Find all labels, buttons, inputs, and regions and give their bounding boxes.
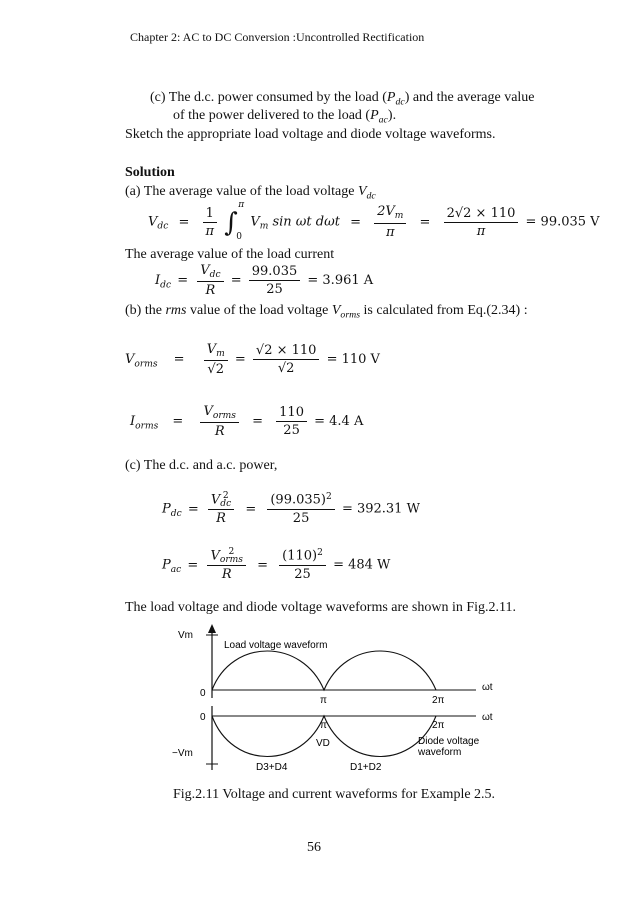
result: = 484 W — [333, 557, 391, 573]
denominator: R — [216, 511, 226, 527]
symbol: V — [331, 303, 341, 318]
equals: = — [252, 414, 264, 430]
denominator: R — [205, 283, 216, 299]
idc-equation — [155, 263, 373, 298]
numerator — [207, 548, 246, 566]
num-sub: orms — [219, 555, 243, 566]
lhs-sub: ac — [170, 564, 182, 575]
lhs: V — [148, 214, 158, 230]
num-sup: 2 — [317, 548, 323, 559]
num-sub: m — [216, 349, 225, 360]
denominator: π — [385, 224, 395, 240]
equals: = — [245, 501, 257, 517]
figure-caption: Fig.2.11 Voltage and current waveforms for Example 2.5. — [173, 787, 496, 802]
lhs-sub: dc — [160, 280, 172, 291]
load-waveform-title: Load voltage waveform — [224, 640, 328, 651]
equals: = — [178, 214, 190, 230]
subscript: orms — [340, 309, 361, 321]
text: ). — [387, 108, 397, 123]
lhs: I — [130, 414, 136, 430]
load-current-label: The average value of the load current — [125, 247, 335, 262]
numerator: √2 × 110 — [253, 343, 320, 360]
lhs-sub: orms — [134, 359, 158, 370]
integrand: V — [250, 214, 260, 230]
subscript: dc — [395, 96, 405, 108]
numerator — [279, 548, 326, 566]
solution-heading: Solution — [125, 165, 175, 180]
numerator: 1 — [203, 206, 218, 223]
fraction — [253, 343, 320, 376]
upper-limit: π — [238, 200, 245, 210]
text: value of the load voltage — [186, 303, 332, 318]
lower-limit: 0 — [236, 232, 242, 242]
vm-label: Vm — [178, 630, 193, 641]
subscript: ac — [378, 114, 388, 126]
equals: = — [234, 352, 246, 368]
lhs: I — [155, 273, 161, 289]
text: is calculated from Eq.(2.34) : — [360, 303, 528, 318]
fraction — [197, 263, 223, 298]
num-sub: dc — [209, 270, 221, 281]
top-axis-arrow — [208, 624, 216, 633]
equals: = — [172, 414, 184, 430]
denominator: π — [476, 223, 486, 239]
problem-part-c-line2 — [173, 108, 396, 125]
equals: = — [187, 557, 199, 573]
num-text: V — [210, 492, 221, 508]
pac-equation — [162, 548, 390, 582]
waveform-figure — [164, 620, 524, 778]
vd-label: VD — [316, 738, 330, 749]
pi-top-label: π — [320, 695, 327, 706]
text: ) and the average value — [404, 90, 535, 105]
diode-waveform-title-2: waveform — [418, 747, 462, 758]
denominator: √2 — [277, 361, 295, 377]
fraction — [203, 206, 218, 239]
lhs: P — [162, 557, 171, 573]
part-b-label — [125, 303, 528, 320]
fraction — [207, 548, 246, 582]
d1-d2-label: D1+D2 — [350, 762, 382, 773]
rms-word: rms — [165, 303, 187, 318]
symbol: P — [370, 108, 379, 123]
lhs: P — [162, 501, 171, 517]
result: = 3.961 A — [307, 273, 374, 289]
part-c-label: (c) The d.c. and a.c. power, — [125, 458, 278, 473]
equals: = — [350, 214, 361, 230]
subscript: dc — [366, 190, 376, 202]
integrand-rest: sin ωt dωt — [268, 214, 340, 230]
equals: = — [419, 214, 431, 230]
num-sup: 2 — [326, 492, 332, 503]
page-number: 56 — [307, 840, 321, 855]
fraction — [267, 492, 334, 526]
running-header: Chapter 2: AC to DC Conversion :Uncontrolled Rectification — [130, 30, 425, 44]
num-sub: dc — [220, 499, 232, 510]
numerator — [197, 263, 223, 282]
numerator — [267, 492, 334, 510]
lhs: V — [125, 352, 135, 368]
omega-t-bottom-label: ωt — [482, 712, 493, 723]
num-sup: 2 — [228, 547, 235, 557]
text: (b) the — [125, 303, 166, 318]
problem-sketch-instruction: Sketch the appropriate load voltage and diode voltage waveforms. — [125, 127, 496, 142]
denominator: √2 — [207, 362, 224, 378]
result: = 392.31 W — [341, 501, 420, 517]
numerator: 110 — [276, 405, 307, 422]
fraction — [208, 492, 234, 526]
numerator — [204, 342, 228, 361]
integrand-sub: m — [259, 221, 269, 232]
num-sub: orms — [212, 411, 236, 422]
result: = 99.035 V — [525, 214, 600, 230]
two-pi-top-label: 2π — [432, 695, 445, 706]
numerator — [200, 404, 239, 423]
num-sub: m — [394, 211, 404, 222]
num-text: V — [206, 342, 217, 357]
lhs-sub: dc — [170, 508, 182, 519]
num-text: 2V — [377, 204, 395, 220]
num-sup: 2 — [222, 491, 229, 501]
denominator: 25 — [294, 566, 311, 582]
fraction — [200, 404, 239, 439]
fraction — [249, 264, 301, 297]
result: = 110 V — [326, 352, 380, 368]
numerator — [208, 492, 234, 510]
neg-vm-label: −Vm — [172, 748, 193, 759]
denominator: π — [205, 223, 215, 239]
numerator: 99.035 — [249, 264, 301, 281]
pdc-equation — [162, 492, 420, 526]
symbol: V — [357, 184, 367, 199]
fraction — [279, 548, 326, 582]
denominator: R — [221, 567, 232, 583]
equals: = — [173, 352, 185, 368]
denominator: 25 — [292, 510, 310, 526]
equals: = — [230, 273, 242, 289]
pi-bottom-label: π — [320, 720, 327, 731]
num-text: V — [210, 548, 220, 564]
zero-bottom-label: 0 — [200, 712, 206, 723]
fraction — [374, 204, 406, 239]
equals: = — [187, 501, 199, 517]
symbol: P — [386, 90, 396, 105]
text: (a) The average value of the load voltage — [125, 184, 358, 199]
diode-waveform-title-1: Diode voltage — [418, 736, 480, 747]
numerator — [374, 204, 406, 223]
d3-d4-label: D3+D4 — [256, 762, 288, 773]
num-text: V — [200, 263, 210, 278]
vorms-equation — [125, 342, 380, 377]
zero-top-label: 0 — [200, 688, 206, 699]
integral-sign: ∫ π 0 — [224, 200, 245, 242]
num-text: V — [203, 404, 213, 419]
equals: = — [257, 557, 269, 573]
lhs-sub: dc — [157, 221, 169, 232]
iorms-equation — [130, 404, 363, 439]
problem-part-c-line1 — [150, 90, 535, 107]
fraction — [204, 342, 228, 377]
vdc-equation — [148, 202, 600, 242]
lhs-sub: orms — [135, 421, 159, 432]
fraction — [444, 206, 519, 239]
num-text: (110) — [282, 548, 318, 564]
numerator: 2√2 × 110 — [444, 206, 519, 223]
text: of the power delivered to the load ( — [173, 108, 371, 123]
text: (c) The d.c. power consumed by the load ( — [150, 90, 387, 105]
equals: = — [177, 273, 189, 289]
denominator: R — [214, 424, 225, 440]
result: = 4.4 A — [314, 414, 364, 430]
load-voltage-waveform-rectified — [212, 651, 436, 690]
two-pi-bottom-label: 2π — [432, 720, 445, 731]
fraction — [276, 405, 307, 438]
waveform-note: The load voltage and diode voltage waveforms are shown in Fig.2.11. — [125, 600, 516, 615]
omega-t-top-label: ωt — [482, 682, 493, 693]
denominator: 25 — [266, 282, 283, 298]
part-a-label — [125, 184, 376, 201]
num-text: (99.035) — [270, 492, 326, 508]
denominator: 25 — [283, 423, 300, 439]
